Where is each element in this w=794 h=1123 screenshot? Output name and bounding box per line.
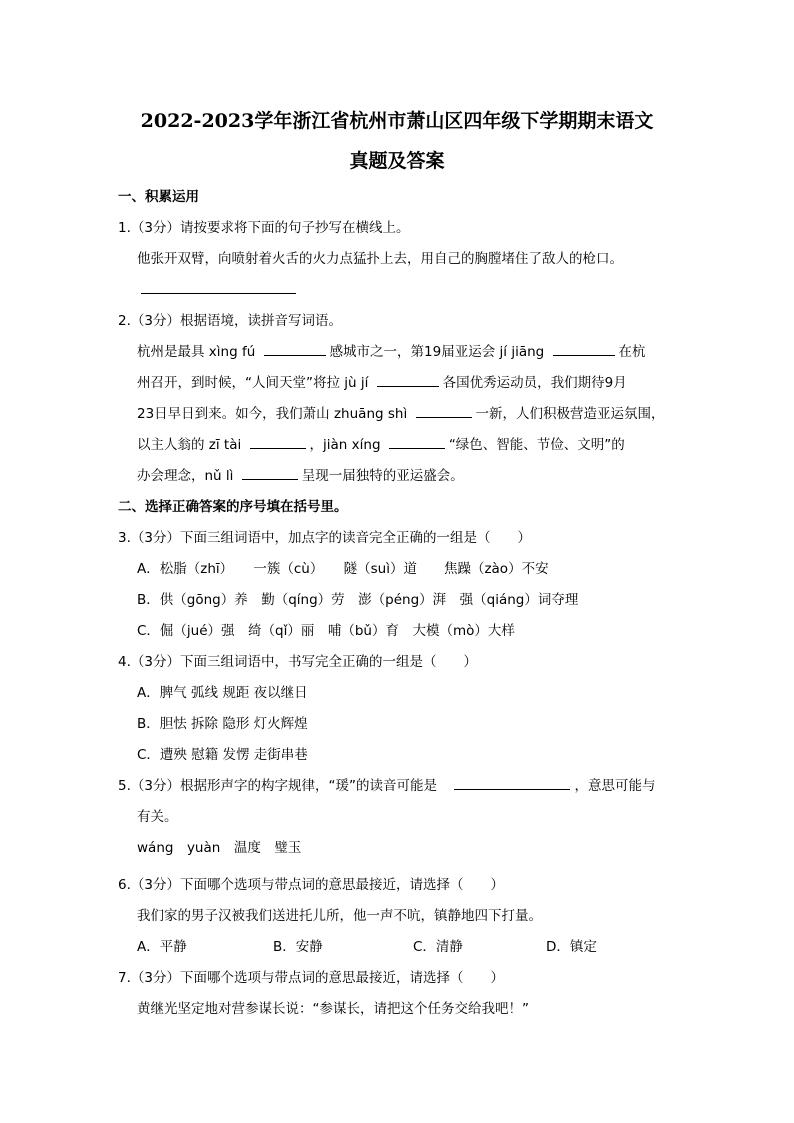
text-line [118,774,678,805]
text-segment: 呈现一届独特的亚运盛会。 [301,468,464,484]
text-line [118,619,678,650]
answer-blank[interactable] [389,433,445,449]
text-segment: 各国优秀运动员，我们期待9月 [442,375,627,391]
text-line [118,402,678,433]
text-segment: C．遭殃 慰籍 发愣 走街串巷 [137,747,308,763]
text-segment: ，jiàn xíng [309,437,385,453]
text-line [118,278,678,309]
text-segment: 他张开双臂，向喷射着火舌的火力点猛扑上去，用自己的胸膛堵住了敌人的枪口。 [137,251,623,267]
text-line [118,371,678,402]
answer-blank[interactable] [553,340,615,356]
text-segment: C．倔（jué）强 绮（qǐ）丽 哺（bǔ）育 大模（mò）大样 [137,623,515,639]
text-segment: 2.（3分）根据语境，读拼音写词语。 [118,313,342,329]
section-heading [118,185,678,216]
text-segment: 3.（3分）下面三组词语中，加点字的读音完全正确的一组是（ ） [118,530,531,546]
text-segment: 州召开，到时候，“人间天堂”将拉 jù jí [137,375,373,391]
text-segment: A．脾气 弧线 规距 夜以继日 [137,685,308,701]
text-segment: 办会理念，nǔ lì [137,468,238,484]
answer-blank[interactable] [454,774,570,790]
text-segment: B．胆怯 拆除 隐形 灯火辉煌 [137,716,308,732]
text-line [118,873,678,904]
text-line [118,805,678,836]
text-segment: 我们家的男子汉被我们送进托儿所，他一声不吭，镇静地四下打量。 [137,908,542,924]
section-heading [118,495,678,526]
text-line [118,340,678,371]
text-segment: 在杭 [618,344,646,360]
text-segment: 4.（3分）下面三组词语中，书写完全正确的一组是（ ） [118,654,477,670]
text-line [118,712,678,743]
text-segment: 有关。 [137,809,178,825]
text-segment: wáng yuàn 温度 璧玉 [137,840,302,856]
text-segment: 黄继光坚定地对营参谋长说：“参谋长，请把这个任务交给我吧！” [137,1001,529,1017]
text-segment: 以主人翁的 zī tài [137,437,246,453]
answer-blank[interactable] [141,278,296,294]
text-segment: 7.（3分）下面哪个选项与带点词的意思最接近，请选择（ ） [118,970,504,986]
text-line [118,836,678,867]
option-choice: C．清静 [413,939,463,955]
text-segment: D．镇定 [546,939,597,955]
document-title-line-1: 2022-2023学年浙江省杭州市萧山区四年级下学期期末语文 [140,110,654,132]
text-segment: 5.（3分）根据形声字的构字规律，“瑗”的读音可能是 [118,778,451,794]
text-line [118,681,678,712]
answer-blank[interactable] [250,433,306,449]
text-segment: A．松脂（zhī） 一簇（cù） 隧（suì）道 焦躁（zào）不安 [137,561,549,577]
text-line [118,526,678,557]
answer-blank[interactable] [416,402,472,418]
text-line [118,216,678,247]
option-choice: A．平静 [137,939,187,955]
text-line [118,309,678,340]
text-segment: 23日早日到来。如今，我们萧山 zhuāng shì [137,406,412,422]
document-body [118,185,678,1028]
text-segment: 二、选择正确答案的序号填在括号里。 [118,499,348,515]
text-segment: 6.（3分）下面哪个选项与带点词的意思最接近，请选择（ ） [118,877,504,893]
text-line [118,997,678,1028]
answer-blank[interactable] [377,371,439,387]
option-choice: B．安静 [273,939,323,955]
text-line [118,433,678,464]
text-line [118,557,678,588]
text-segment: 一新，人们积极营造亚运氛围， [475,406,665,422]
text-segment: 1.（3分）请按要求将下面的句子抄写在横线上。 [118,220,410,236]
text-segment: 杭州是最具 xìng fú [137,344,260,360]
text-line [118,464,678,495]
text-segment: “绿色、智能、节俭、文明”的 [448,437,625,453]
text-line [118,935,678,966]
text-segment: 感城市之一，第19届亚运会 jí jiāng [329,344,549,360]
text-line [118,904,678,935]
text-line [118,743,678,774]
text-line [118,966,678,997]
text-segment: 一、积累运用 [118,189,199,205]
text-line [118,588,678,619]
answer-blank[interactable] [242,464,298,480]
answer-blank[interactable] [264,340,326,356]
text-line [118,247,678,278]
document-title-line-2: 真题及答案 [349,150,445,172]
text-line [118,650,678,681]
text-segment: B．供（gōng）养 勤（qíng）劳 澎（péng）湃 强（qiáng）词夺理 [137,592,579,608]
text-segment: ，意思可能与 [574,778,656,794]
